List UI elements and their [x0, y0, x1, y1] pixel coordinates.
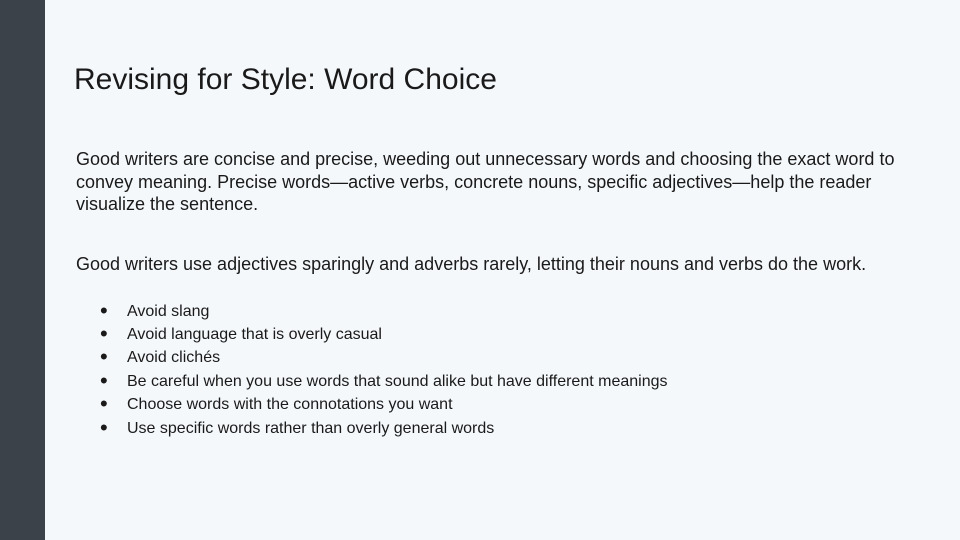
bullet-text: Avoid clichés: [127, 349, 221, 367]
paragraph-concise-precise: Good writers are concise and precise, weeding out unnecessary words and choosing the exact word to convey meaning. Precise words—active verbs, concrete nouns, specific adjectives—help the reader visualize the sentence.: [76, 149, 895, 214]
bullet-item: [100, 367, 668, 393]
bullet-text: Be careful when you use words that sound alike but have different meanings: [127, 372, 668, 390]
tips-bullet-list: [100, 297, 668, 440]
bullet-dot-icon: •: [100, 344, 108, 370]
bullet-dot-icon: •: [100, 391, 108, 417]
bullet-item: [100, 414, 667, 440]
bullet-item: [100, 323, 667, 346]
bullet-text: Avoid language that is overly casual: [127, 326, 382, 344]
left-accent-bar: [0, 0, 45, 540]
slide-title: Revising for Style: Word Choice: [74, 63, 497, 96]
bullet-item: [100, 297, 667, 323]
bullet-item: [100, 391, 667, 417]
paragraph-adjectives-adverbs: Good writers use adjectives sparingly and adverbs rarely, letting their nouns and verbs do the work.: [76, 254, 867, 274]
bullet-dot-icon: •: [100, 297, 108, 323]
bullet-text: Use specific words rather than overly general words: [127, 419, 495, 437]
bullet-dot-icon: •: [100, 321, 108, 347]
bullet-text: Avoid slang: [127, 302, 210, 320]
bullet-item: [100, 344, 667, 370]
bullet-text: Choose words with the connotations you want: [127, 396, 453, 414]
bullet-dot-icon: •: [100, 367, 108, 393]
bullet-dot-icon: •: [100, 414, 108, 440]
